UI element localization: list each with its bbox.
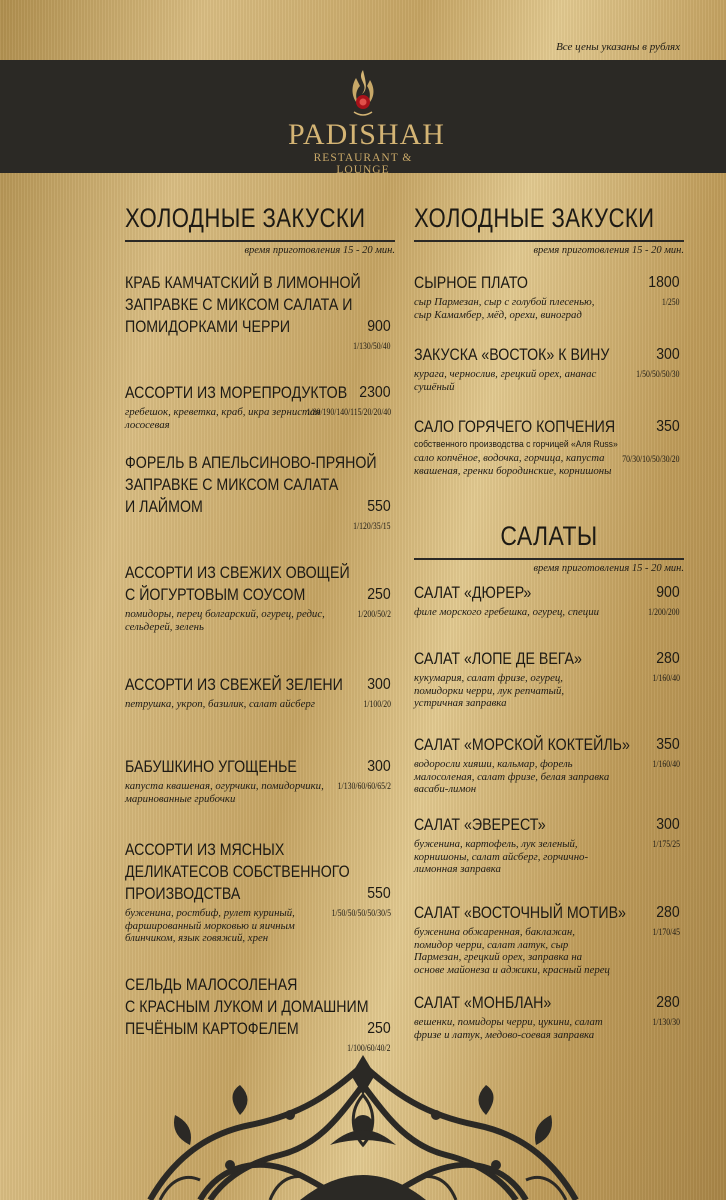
item-name	[125, 756, 325, 778]
item-description: помидоры, перец болгарский, огурец, редис, сельдерей, зелень	[125, 608, 325, 633]
item-price: 350	[656, 418, 680, 435]
item-description: филе морского гребешка, огурец, специи	[414, 606, 599, 618]
item-name-line: ЗАПРАВКЕ С МИКСОМ САЛАТА	[125, 476, 339, 494]
item-name-line: ПЕЧЁНЫМ КАРТОФЕЛЕМ	[125, 1020, 299, 1038]
item-price: 550	[367, 498, 391, 515]
menu-item	[125, 562, 395, 633]
item-name-line: С ЙОГУРТОВЫМ СОУСОМ	[125, 586, 306, 604]
item-name	[414, 648, 614, 670]
item-name	[414, 902, 626, 924]
item-name-line: ПРОИЗВОДСТВА	[125, 885, 241, 903]
item-portion: 1/80/190/140/115/20/20/40	[306, 407, 391, 417]
menu-item	[125, 382, 395, 431]
item-price: 250	[367, 586, 391, 603]
item-price: 250	[367, 1020, 391, 1037]
item-portion: 1/250	[662, 297, 680, 307]
menu-item	[125, 839, 395, 945]
item-portion: 1/120/35/15	[353, 521, 391, 531]
item-price: 280	[656, 904, 680, 921]
item-name	[414, 416, 614, 438]
item-price: 900	[656, 584, 680, 601]
item-name-line: И ЛАЙМОМ	[125, 498, 203, 516]
menu-item	[414, 416, 684, 477]
menu-item	[414, 582, 684, 619]
divider	[125, 240, 395, 242]
item-price: 550	[367, 885, 391, 902]
item-name	[125, 674, 343, 696]
menu-item	[125, 674, 395, 711]
brand-name: PADISHAH	[288, 118, 445, 151]
item-description: буженина, картофель, лук зеленый, корнишоны, салат айсберг, горчично-лимонная заправка	[414, 838, 589, 875]
menu-item	[414, 272, 684, 321]
item-description: петрушка, укроп, базилик, салат айсберг	[125, 698, 315, 710]
item-name	[125, 974, 369, 1040]
item-subnote: собственного производства с горчицей «Аля Russ»	[414, 439, 618, 450]
item-name-line: САЛАТ «МОРСКОЙ КОКТЕЙЛЬ»	[414, 736, 630, 754]
item-name	[414, 992, 614, 1014]
prep-time: время приготовления 15 - 20 мин.	[533, 245, 684, 256]
item-portion: 1/170/45	[652, 927, 680, 937]
item-name-line: САЛО ГОРЯЧЕГО КОПЧЕНИЯ	[414, 418, 616, 436]
item-name-line: САЛАТ «ЭВЕРЕСТ»	[414, 816, 546, 834]
item-portion: 1/100/20	[363, 699, 391, 709]
item-name-line: СЫРНОЕ ПЛАТО	[414, 274, 528, 292]
item-name-line: ЗАКУСКА «ВОСТОК» К ВИНУ	[414, 346, 610, 364]
right-column	[414, 200, 684, 1041]
item-price: 2300	[359, 384, 391, 401]
item-price: 300	[656, 816, 680, 833]
item-name-line: БАБУШКИНО УГОЩЕНЬЕ	[125, 758, 297, 776]
item-description: капуста квашеная, огурчики, помидорчики, маринованные грибочки	[125, 780, 324, 805]
divider	[414, 240, 684, 242]
item-description: курага, чернослив, грецкий орех, ананас сушёный	[414, 368, 597, 393]
item-description: вешенки, помидоры черри, цукини, салат фризе и латук, медово-соевая заправка	[414, 1016, 603, 1041]
item-description: кукумария, салат фризе, огурец, помидорки черри, лук репчатый, устричная заправка	[414, 672, 565, 709]
item-portion: 70/30/10/50/30/20	[622, 454, 680, 464]
item-description: сыр Пармезан, сыр с голубой плесенью, сыр Камамбер, мёд, орехи, виноград	[414, 296, 595, 321]
section-title: ХОЛОДНЫЕ ЗАКУСКИ	[414, 203, 655, 233]
brand-subtitle: RESTAURANT & LOUNGE	[313, 152, 413, 176]
item-portion: 1/200/200	[648, 607, 680, 617]
item-name	[414, 734, 630, 756]
item-name-line: АССОРТИ ИЗ МЯСНЫХ	[125, 841, 285, 859]
flame-logo-icon	[346, 68, 380, 118]
item-portion: 1/175/25	[652, 839, 680, 849]
prep-time: время приготовления 15 - 20 мин.	[244, 245, 395, 256]
item-name	[414, 582, 614, 604]
item-name-line: СЕЛЬДЬ МАЛОСОЛЕНАЯ	[125, 976, 298, 994]
item-name-line: С КРАСНЫМ ЛУКОМ И ДОМАШНИМ	[125, 998, 369, 1016]
item-name-line: КРАБ КАМЧАТСКИЙ В ЛИМОННОЙ	[125, 274, 361, 292]
menu-item	[125, 974, 395, 1053]
item-name-line: ЗАПРАВКЕ С МИКСОМ САЛАТА И	[125, 296, 353, 314]
prep-time: время приготовления 15 - 20 мин.	[533, 563, 684, 574]
item-description: буженина обжаренная, баклажан, помидор черри, салат латук, сыр Пармезан, грецкий орех, заправка на основе майонеза и аджики, красный перец	[414, 926, 610, 976]
item-price: 280	[656, 650, 680, 667]
item-name-line: АССОРТИ ИЗ СВЕЖЕЙ ЗЕЛЕНИ	[125, 676, 343, 694]
item-portion: 1/50/50/50/30	[636, 369, 680, 379]
item-price: 900	[367, 318, 391, 335]
item-portion: 1/130/60/60/65/2	[337, 781, 391, 791]
item-name-line: ФОРЕЛЬ В АПЕЛЬСИНОВО-ПРЯНОЙ	[125, 454, 377, 472]
divider	[414, 558, 684, 560]
item-price: 350	[656, 736, 680, 753]
menu-item	[414, 814, 684, 876]
menu-item	[125, 452, 395, 531]
ornament-decoration	[0, 1055, 726, 1200]
item-name-line: САЛАТ «МОНБЛАН»	[414, 994, 552, 1012]
menu-item	[414, 992, 684, 1041]
item-price: 300	[367, 758, 391, 775]
item-price: 1800	[648, 274, 680, 291]
item-name-line: АССОРТИ ИЗ СВЕЖИХ ОВОЩЕЙ	[125, 564, 350, 582]
item-portion: 1/200/50/2	[357, 609, 391, 619]
item-name	[125, 452, 377, 518]
item-description: гребешок, креветка, краб, икра зернистая лососевая	[125, 406, 321, 431]
item-name-line: ДЕЛИКАТЕСОВ СОБСТВЕННОГО	[125, 863, 350, 881]
item-price: 280	[656, 994, 680, 1011]
menu-item	[125, 272, 395, 351]
item-description: водоросли хияши, кальмар, форель малосоленая, салат фризе, белая заправка васаби-лимон	[414, 758, 610, 795]
logo	[288, 68, 445, 176]
item-portion: 1/100/60/40/2	[347, 1043, 391, 1053]
item-name-line: САЛАТ «ДЮРЕР»	[414, 584, 532, 602]
item-portion: 1/130/30	[652, 1017, 680, 1027]
menu-item	[414, 734, 684, 796]
left-column	[125, 200, 395, 1053]
section-title: ХОЛОДНЫЕ ЗАКУСКИ	[125, 203, 366, 233]
item-name-line: САЛАТ «ВОСТОЧНЫЙ МОТИВ»	[414, 904, 626, 922]
menu-item	[414, 648, 684, 710]
salads-title: САЛАТЫ	[500, 521, 598, 551]
item-price: 300	[367, 676, 391, 693]
item-portion: 1/160/40	[652, 673, 680, 683]
item-description: буженина, ростбиф, рулет куриный, фаршированный морковью и яичным блинчиком, язык говяжий, хрен	[125, 907, 295, 944]
price-note: Все цены указаны в рублях	[556, 41, 680, 53]
item-name	[125, 839, 350, 905]
item-name-line: САЛАТ «ЛОПЕ ДЕ ВЕГА»	[414, 650, 582, 668]
item-name	[125, 272, 361, 338]
item-name-line: АССОРТИ ИЗ МОРЕПРОДУКТОВ	[125, 384, 348, 402]
item-portion: 1/130/50/40	[353, 341, 391, 351]
item-name	[125, 382, 348, 404]
menu-item	[414, 902, 684, 976]
item-portion: 1/50/50/50/50/30/5	[331, 908, 391, 918]
menu-item	[125, 756, 395, 805]
item-name	[414, 272, 614, 294]
item-name	[414, 344, 614, 366]
item-portion: 1/160/40	[652, 759, 680, 769]
item-name-line: ПОМИДОРКАМИ ЧЕРРИ	[125, 318, 291, 336]
item-description: сало копчёное, водочка, горчица, капуста квашеная, гренки бородинские, корнишоны	[414, 452, 612, 477]
menu-item	[414, 344, 684, 393]
item-name	[125, 562, 350, 606]
item-price: 300	[656, 346, 680, 363]
item-name	[414, 814, 614, 836]
